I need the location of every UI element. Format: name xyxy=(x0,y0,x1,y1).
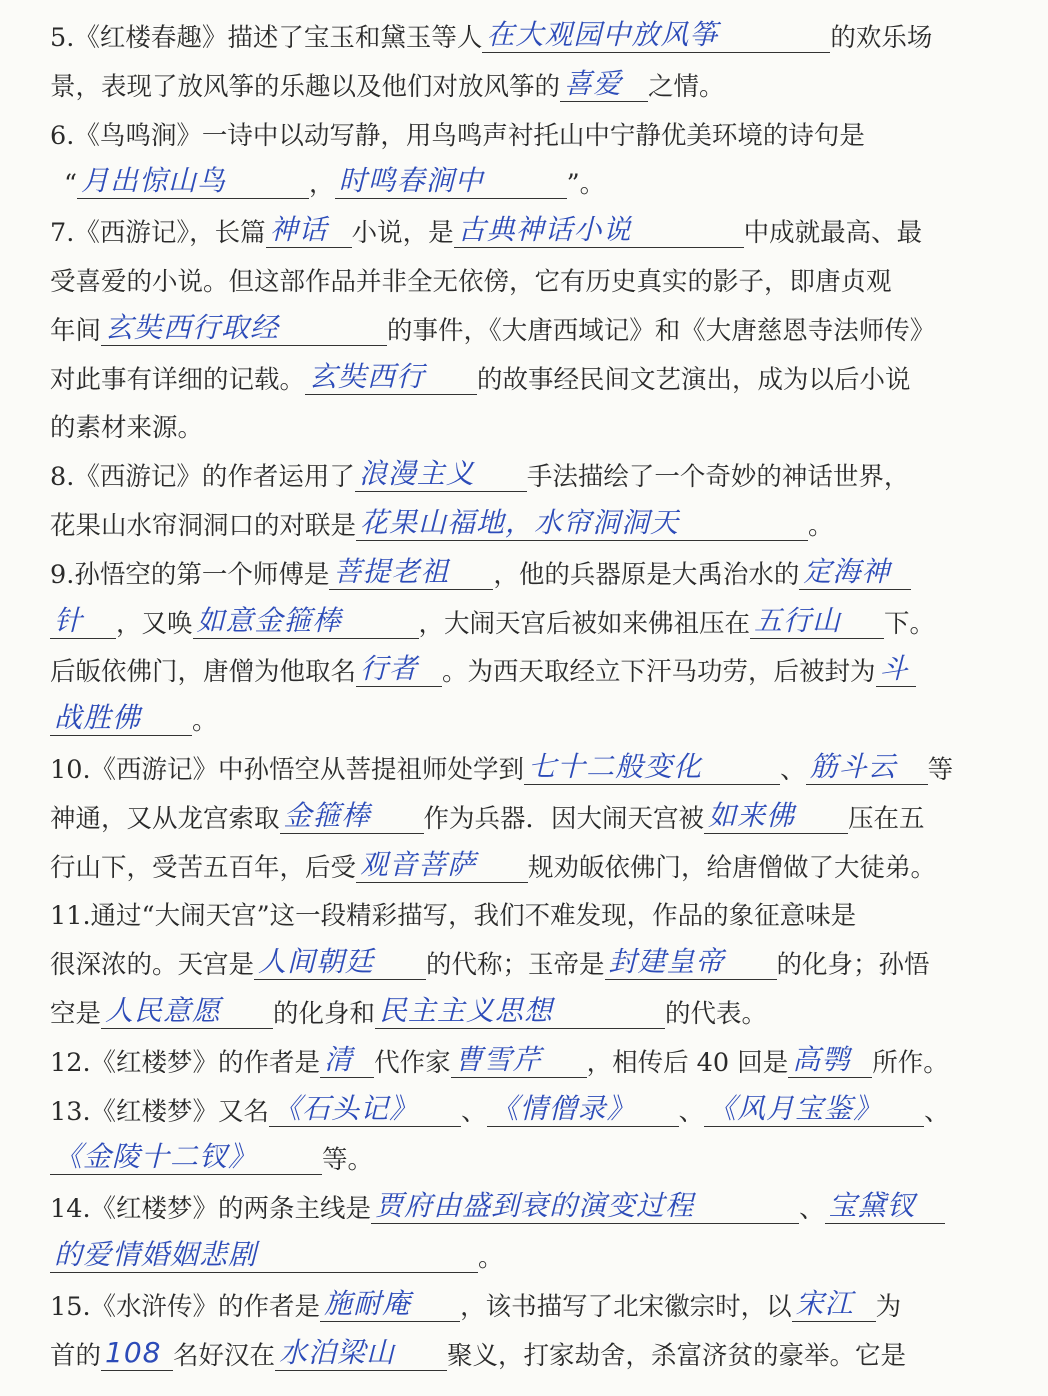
text: 作为兵器．因大闹天宫被 xyxy=(423,803,705,834)
handwritten-answer: 菩提老祖 xyxy=(333,554,450,588)
text: ，大闹天宫后被如来佛祖压在 xyxy=(418,608,751,639)
answer-blank xyxy=(320,1042,374,1078)
handwritten-answer: 针 xyxy=(54,603,84,637)
q5-line-2 xyxy=(50,63,1008,112)
answer-blank xyxy=(605,944,777,980)
answer-blank xyxy=(77,163,309,199)
text: 的化身；孙悟 xyxy=(776,950,930,981)
answer-blank xyxy=(193,603,419,639)
text: 的化身和 xyxy=(273,998,376,1029)
answer-blank xyxy=(806,749,928,785)
text: 9.孙悟空的第一个师傅是 xyxy=(50,559,330,590)
q15-line-1 xyxy=(50,1283,1008,1332)
text: 。 xyxy=(808,510,834,541)
text: 受喜爱的小说。但这部作品并非全无依傍，它有历史真实的影子，即唐贞观 xyxy=(50,266,892,297)
answer-blank xyxy=(825,1188,945,1224)
q10-line-3 xyxy=(50,844,1008,893)
answer-blank xyxy=(355,456,527,492)
text: 。为西天取经立下汗马功劳，后被封为 xyxy=(442,657,876,688)
q12-line-1 xyxy=(50,1039,1008,1088)
answer-blank xyxy=(876,651,916,687)
handwritten-answer: 人间朝廷 xyxy=(258,945,375,979)
answer-blank xyxy=(320,1286,460,1322)
text: 的素材来源。 xyxy=(50,413,204,444)
handwritten-answer: 观音菩萨 xyxy=(360,847,477,881)
handwritten-answer: 《风月宝鉴》 xyxy=(708,1091,883,1125)
answer-blank xyxy=(101,1335,173,1371)
handwritten-answer: 施耐庵 xyxy=(324,1286,412,1320)
handwritten-answer: 高鹗 xyxy=(792,1042,851,1076)
answer-blank xyxy=(50,700,192,736)
text: 。 xyxy=(478,1242,504,1273)
answer-blank xyxy=(254,944,426,980)
q7-line-2 xyxy=(50,258,1008,307)
text: 的代称；玉帝是 xyxy=(426,950,605,981)
text: 、 xyxy=(678,1096,705,1127)
answer-blank xyxy=(101,310,387,346)
handwritten-answer: 七十二般变化 xyxy=(528,749,703,783)
text: 的故事经民间文艺演出，成为以后小说 xyxy=(477,364,911,395)
text: 首的 xyxy=(50,1340,102,1371)
answer-blank xyxy=(50,1237,478,1273)
handwritten-answer: 《金陵十二钗》 xyxy=(54,1140,258,1174)
handwritten-answer: 清 xyxy=(324,1042,354,1076)
q9-line-3 xyxy=(50,648,1008,697)
handwritten-answer: 贾府由盛到衰的演变过程 xyxy=(375,1189,695,1223)
answer-blank xyxy=(371,1188,799,1224)
answer-blank xyxy=(356,847,528,883)
text: 6.《鸟鸣涧》一诗中以动写静，用鸟鸣声衬托山中宁静优美环境的诗句是 xyxy=(50,120,865,151)
answer-blank xyxy=(275,1335,447,1371)
text: 等 xyxy=(927,754,954,785)
handwritten-answer: 《石头记》 xyxy=(273,1091,419,1125)
handwritten-answer: 定海神 xyxy=(803,554,891,588)
handwritten-answer: 金箍棒 xyxy=(283,798,371,832)
handwritten-answer: 神话 xyxy=(269,213,328,247)
text: 下。 xyxy=(884,608,936,639)
text: 8.《西游记》的作者运用了 xyxy=(50,462,355,493)
text: 很深浓的。天宫是 xyxy=(50,950,255,981)
q11-line-2 xyxy=(50,941,1008,990)
handwritten-answer: 月出惊山鸟 xyxy=(81,164,227,198)
text: ，又唤 xyxy=(116,608,193,639)
handwritten-answer: 浪漫主义 xyxy=(358,457,475,491)
answer-blank xyxy=(335,163,567,199)
handwritten-answer: 古典神话小说 xyxy=(457,213,632,247)
text: 空是 xyxy=(50,998,102,1029)
text: 后皈依佛门，唐僧为他取名 xyxy=(50,657,357,688)
text: 神通，又从龙宫索取 xyxy=(50,803,280,834)
text: 的代表。 xyxy=(665,998,768,1029)
text: 年间 xyxy=(50,315,102,346)
answer-blank xyxy=(356,505,808,541)
handwritten-answer: 民主主义思想 xyxy=(379,993,554,1027)
answer-blank xyxy=(487,1091,679,1127)
handwritten-answer: 玄奘西行 xyxy=(309,359,426,393)
handwritten-answer: 斗 xyxy=(879,652,909,686)
text: 14.《红楼梦》的两条主线是 xyxy=(50,1194,372,1225)
text: 10.《西游记》中孙悟空从菩提祖师处学到 xyxy=(50,754,525,785)
handwritten-answer: 玄奘西行取经 xyxy=(105,310,280,344)
text: 行山下，受苦五百年，后受 xyxy=(50,852,357,883)
handwritten-answer: 水泊梁山 xyxy=(279,1335,396,1369)
handwritten-answer: 时鸣春涧中 xyxy=(338,164,484,198)
handwritten-answer: 如来佛 xyxy=(708,798,796,832)
q7-line-4 xyxy=(50,356,1008,405)
answer-blank xyxy=(704,1091,924,1127)
handwritten-answer: 战胜佛 xyxy=(54,701,142,735)
answer-blank xyxy=(560,66,648,102)
handwritten-answer: 花果山福地，水帘洞洞天 xyxy=(360,505,680,539)
answer-blank xyxy=(375,993,665,1029)
text: 12.《红楼梦》的作者是 xyxy=(50,1047,321,1078)
q15-line-2 xyxy=(50,1332,1008,1381)
handwritten-answer: 108 xyxy=(105,1335,162,1369)
handwritten-answer: 封建皇帝 xyxy=(608,945,725,979)
answer-blank xyxy=(280,798,424,834)
handwritten-answer: 人民意愿 xyxy=(105,993,222,1027)
answer-blank xyxy=(50,603,116,639)
text: 手法描绘了一个奇妙的神话世界， xyxy=(526,462,910,493)
q10-line-1 xyxy=(50,746,1008,795)
q6-line-1 xyxy=(50,112,1008,161)
text: 5.《红楼春趣》描述了宝玉和黛玉等人 xyxy=(50,23,483,53)
q13-line-1 xyxy=(50,1088,1008,1137)
text: 所作。 xyxy=(872,1047,949,1078)
text: 7.《西游记》，长篇 xyxy=(50,218,266,249)
q8-line-2 xyxy=(50,502,1008,551)
text: 压在五 xyxy=(848,803,925,834)
answer-blank xyxy=(269,1091,461,1127)
answer-blank xyxy=(704,798,848,834)
text: 小说，是 xyxy=(351,218,454,249)
q10-line-2 xyxy=(50,795,1008,844)
text: 景，表现了放风筝的乐趣以及他们对放风筝的 xyxy=(50,71,561,102)
text: 13.《红楼梦》又名 xyxy=(50,1096,270,1127)
q8-line-1 xyxy=(50,453,1008,502)
q14-line-1 xyxy=(50,1185,1008,1234)
text: ，相传后 40 回是 xyxy=(586,1047,789,1078)
q14-line-2 xyxy=(50,1234,1008,1283)
q11-line-3 xyxy=(50,990,1008,1039)
handwritten-answer: 曹雪芹 xyxy=(454,1042,542,1076)
text: ，他的兵器原是大禹治水的 xyxy=(493,559,800,590)
answer-blank xyxy=(799,554,911,590)
text: 之情。 xyxy=(648,71,725,102)
text: 、 xyxy=(799,1194,825,1225)
answer-blank xyxy=(101,993,273,1029)
q9-line-2 xyxy=(50,600,1008,649)
answer-blank xyxy=(451,1042,587,1078)
text: 、 xyxy=(780,754,806,785)
q7-line-5 xyxy=(50,404,1008,453)
text: 对此事有详细的记载。 xyxy=(50,364,306,395)
q11-line-1 xyxy=(50,892,1008,941)
handwritten-answer: 宝黛钗 xyxy=(828,1189,916,1223)
handwritten-answer: 宋江 xyxy=(795,1286,854,1320)
text: “ xyxy=(64,169,78,200)
handwritten-answer: 五行山 xyxy=(754,603,842,637)
text: 、 xyxy=(461,1096,487,1127)
text: 代作家 xyxy=(374,1047,451,1078)
text: 。 xyxy=(192,706,218,737)
handwritten-answer: 筋斗云 xyxy=(809,749,897,783)
handwritten-answer: 如意金箍棒 xyxy=(196,603,342,637)
text: 为 xyxy=(875,1291,902,1322)
answer-blank xyxy=(792,1286,876,1322)
handwritten-answer: 在大观园中放风筝 xyxy=(486,18,719,51)
answer-blank xyxy=(50,1139,322,1175)
q7-line-1 xyxy=(50,209,1008,258)
text: 的欢乐场 xyxy=(830,23,933,53)
q5-line-1 xyxy=(50,14,1008,63)
text: 花果山水帘洞洞口的对联是 xyxy=(50,510,357,541)
q9-line-4 xyxy=(50,697,1008,746)
text: 规劝皈依佛门，给唐僧做了大徒弟。 xyxy=(528,852,937,883)
text: 等。 xyxy=(322,1145,374,1176)
handwritten-answer: 喜爱 xyxy=(564,66,623,100)
text: 名好汉在 xyxy=(173,1340,276,1371)
answer-blank xyxy=(788,1042,872,1078)
answer-blank xyxy=(482,17,830,53)
text: 中成就最高、最 xyxy=(743,218,923,249)
text: 15.《水浒传》的作者是 xyxy=(50,1291,321,1322)
answer-blank xyxy=(356,651,442,687)
answer-blank xyxy=(266,212,352,248)
text: 聚义，打家劫舍，杀富济贫的豪举。它是 xyxy=(447,1340,907,1371)
handwritten-answer: 《情僧录》 xyxy=(490,1091,636,1125)
answer-blank xyxy=(750,603,884,639)
q7-line-3 xyxy=(50,307,1008,356)
handwritten-answer: 的爱情婚姻悲剧 xyxy=(54,1237,258,1271)
answer-blank xyxy=(524,749,780,785)
q9-line-1 xyxy=(50,551,1008,600)
answer-blank xyxy=(329,554,493,590)
q13-line-2 xyxy=(50,1136,1008,1185)
answer-blank xyxy=(305,359,477,395)
text: ，该书描写了北宋徽宗时，以 xyxy=(460,1291,792,1322)
text: ， xyxy=(309,169,335,200)
text: ”。 xyxy=(566,169,606,200)
text: 的事件，《大唐西域记》和《大唐慈恩寺法师传》 xyxy=(387,315,936,346)
text: 、 xyxy=(924,1096,950,1127)
handwritten-answer: 行者 xyxy=(360,652,419,686)
q6-line-2 xyxy=(50,160,1008,209)
answer-blank xyxy=(454,212,744,248)
text: 11.通过“大闹天宫”这一段精彩描写，我们不难发现，作品的象征意味是 xyxy=(50,901,857,932)
